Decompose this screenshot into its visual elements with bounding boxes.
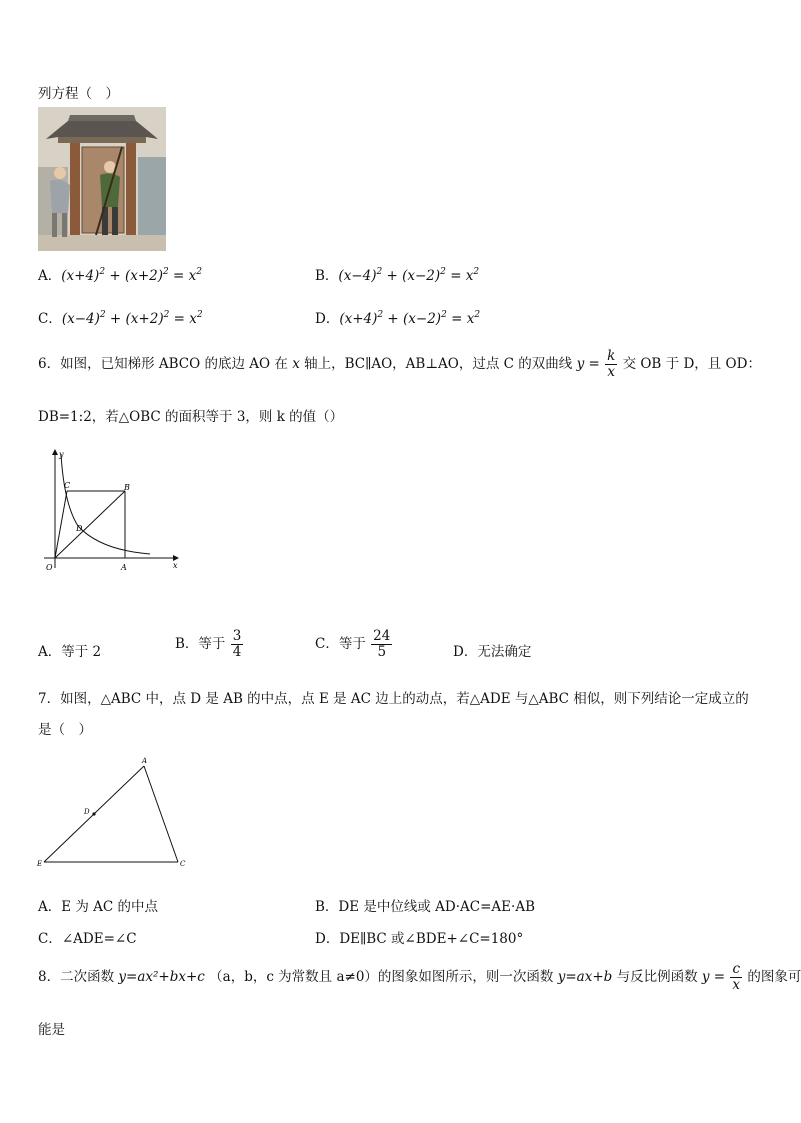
q7-stem-line2: 是（ ） xyxy=(38,722,92,738)
q7-option-b[interactable]: B．DE 是中位线或 AD·AC=AE·AB xyxy=(315,899,536,915)
label-c: C xyxy=(180,860,186,868)
q5-intro: 列方程（ ） xyxy=(38,86,119,102)
q6-option-c-fraction: $\frac{24}{5}$ xyxy=(373,628,391,660)
segment-ac xyxy=(144,766,178,862)
point-d xyxy=(92,812,95,815)
q6-stem-line2: DB=1:2，若△OBC 的面积等于 3，则 k 的值（） xyxy=(38,409,344,425)
label-d: D xyxy=(76,524,83,533)
q6-option-b-fraction: $\frac{3}{4}$ xyxy=(232,628,242,660)
q6-stem-line1: 6．如图，已知梯形 ABCO 的底边 AO 在 x 轴上，BC∥AO，AB⊥AO，过点 C 的双曲线 y = $\frac{k}{x}$ 交 OB 于 D，且 OD： xyxy=(38,348,761,380)
q5-option-b[interactable]: B．$(x-4)^2 + (x-2)^2 = x^2$ xyxy=(315,267,480,284)
label-a: A xyxy=(121,563,127,572)
q7-option-d[interactable]: D．DE∥BC 或∠BDE+∠C=180° xyxy=(315,931,524,947)
q7-stem-line1: 7．如图，△ABC 中，点 D 是 AB 的中点，点 E 是 AC 边上的动点，若△ADE 与△ABC 相似，则下列结论一定成立的 xyxy=(38,691,749,707)
q8-stem-line1: 8．二次函数 y=ax²+bx+c （a，b，c 为常数且 a≠0）的图象如图所示，则一次函数 y=ax+b 与反比例函数 y = $\frac{c}{x}$ 的图象可 xyxy=(38,961,801,993)
label-a: A xyxy=(142,757,148,765)
label-o: O xyxy=(46,563,53,572)
q7-option-c[interactable]: C．∠ADE=∠C xyxy=(38,931,137,947)
label-y: y xyxy=(59,450,64,459)
q6-figure xyxy=(40,444,185,574)
label-e: E xyxy=(37,860,43,868)
q5-option-d[interactable]: D．$(x+4)^2 + (x-2)^2 = x^2$ xyxy=(315,310,481,327)
label-x: x xyxy=(173,561,178,570)
label-b: B xyxy=(124,483,130,492)
q6-option-b[interactable]: B．等于 $\frac{3}{4}$ xyxy=(175,628,242,660)
q6-option-d[interactable]: D．无法确定 xyxy=(453,644,532,660)
label-c: C xyxy=(64,481,71,490)
q5-illustration xyxy=(38,107,166,251)
q6-hyperbola-fraction: $\frac{k}{x}$ xyxy=(607,348,616,380)
q6-option-a[interactable]: A．等于 2 xyxy=(38,644,102,660)
q7-figure xyxy=(36,752,196,872)
q5-option-c[interactable]: C．$(x-4)^2 + (x+2)^2 = x^2$ xyxy=(38,310,203,327)
q6-option-c[interactable]: C．等于 $\frac{24}{5}$ xyxy=(315,628,391,660)
q8-stem-line2: 能是 xyxy=(38,1022,65,1038)
label-d: D xyxy=(84,808,90,816)
q7-option-a[interactable]: A．E 为 AC 的中点 xyxy=(38,899,159,915)
q8-reciprocal-fraction: $\frac{c}{x}$ xyxy=(732,961,741,993)
q5-option-a[interactable]: A．$(x+4)^2 + (x+2)^2 = x^2$ xyxy=(38,267,202,284)
